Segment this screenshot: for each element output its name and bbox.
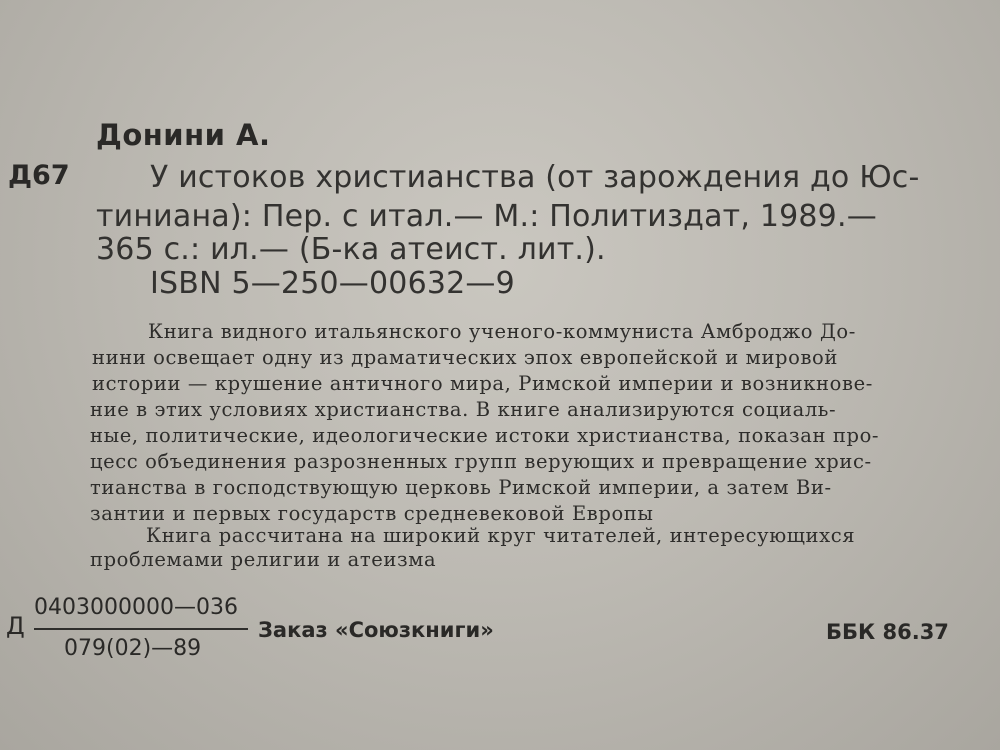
biblio-line: У истоков христианства (от зарождения до Юс- bbox=[150, 160, 920, 195]
code-denominator: 079(02)—89 bbox=[64, 636, 202, 661]
order-info: Заказ «Союзкниги» bbox=[258, 618, 494, 642]
fraction-divider bbox=[34, 628, 248, 630]
annotation-line: Книга рассчитана на широкий круг читателей, интересующихся bbox=[146, 524, 856, 547]
annotation-line: тианства в господствующую церковь Римской империи, а затем Ви- bbox=[90, 476, 832, 499]
code-prefix: Д bbox=[6, 612, 25, 640]
annotation-line: зантии и первых государств средневековой Европы bbox=[90, 502, 654, 525]
annotation-line: проблемами религии и атеизма bbox=[90, 548, 437, 571]
annotation-line: ние в этих условиях христианства. В книге анализируются социаль- bbox=[90, 398, 837, 421]
annotation-line: нини освещает одну из драматических эпох европейской и мировой bbox=[92, 346, 838, 369]
code-numerator: 0403000000—036 bbox=[34, 595, 238, 620]
bbk-code: ББК 86.37 bbox=[826, 620, 949, 644]
annotation-line: цесс объединения разрозненных групп верующих и превращение хрис- bbox=[90, 450, 872, 473]
annotation-line: истории — крушение античного мира, Римской империи и возникнове- bbox=[92, 372, 873, 395]
biblio-line: тиниана): Пер. с итал.— М.: Политиздат, 1989.— bbox=[96, 199, 877, 234]
isbn: ISBN 5—250—00632—9 bbox=[150, 266, 515, 301]
biblio-line: 365 с.: ил.— (Б-ка атеист. лит.). bbox=[96, 232, 606, 267]
annotation-line: Книга видного итальянского ученого-коммуниста Амброджо До- bbox=[148, 320, 856, 343]
author-name: Донини А. bbox=[96, 118, 271, 152]
catalog-index: Д67 bbox=[8, 160, 70, 191]
annotation-line: ные, политические, идеологические истоки христианства, показан про- bbox=[90, 424, 880, 447]
